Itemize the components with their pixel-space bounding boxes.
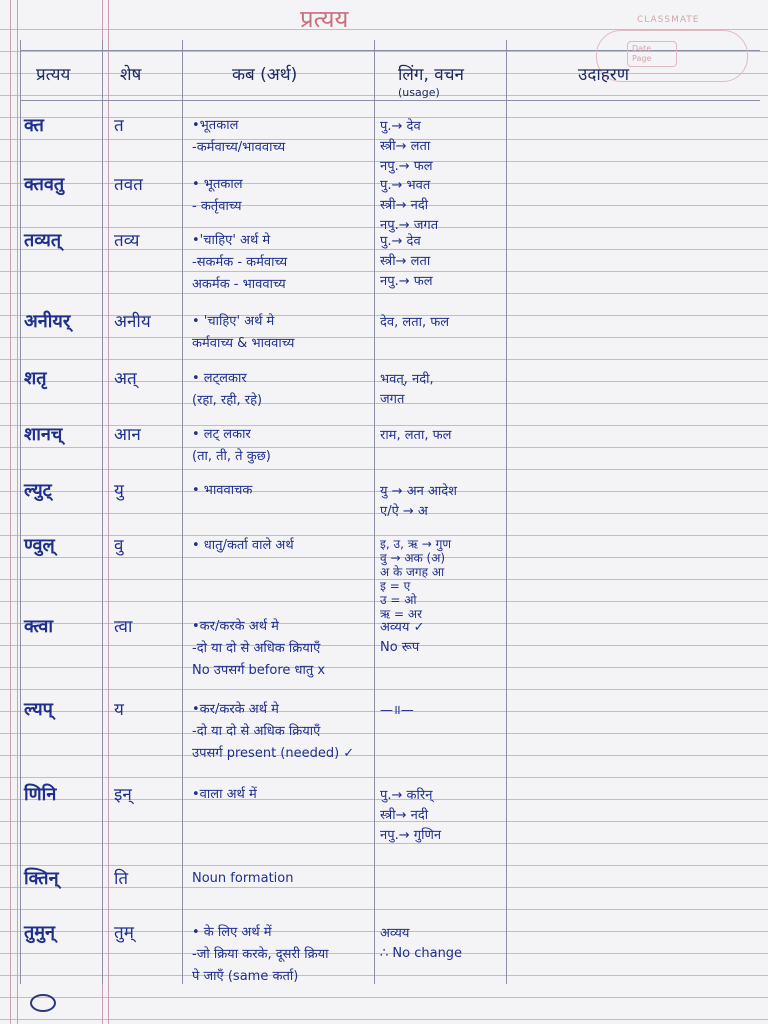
row-artha [192, 230, 374, 296]
row-shesh: यु [114, 481, 124, 501]
row-ling [380, 426, 506, 446]
row-ling [380, 176, 506, 236]
artha-line: - कर्तृवाच्य [192, 199, 242, 214]
artha-line: उपसर्ग present (needed) ✓ [192, 746, 355, 761]
ling-line: भवत्, नदी, [380, 372, 434, 387]
row-ling [380, 701, 506, 721]
margin-line [17, 0, 18, 1024]
table-column-line [182, 40, 183, 984]
ling-line: इ, उ, ऋ → गुण [380, 537, 452, 551]
artha-line: • लट् लकार [192, 427, 251, 442]
row-ling [380, 370, 506, 410]
header-ling: लिंग, वचन [398, 65, 464, 85]
row-artha [192, 311, 374, 355]
row-pratyay: तव्यत् [24, 230, 62, 251]
row-pratyay: शानच् [24, 424, 63, 445]
row-shesh: ति [114, 869, 129, 889]
header-rule [20, 100, 760, 101]
row-pratyay: क्तवतु [24, 174, 65, 195]
ling-line: नपु.→ फल [380, 159, 433, 174]
ling-line: स्त्री→ लता [380, 254, 431, 269]
artha-line: • भूतकाल [192, 177, 243, 192]
ling-line: देव, लता, फल [380, 315, 450, 330]
ling-line: नपु.→ गुणिन [380, 828, 442, 843]
ling-line: स्त्री→ लता [380, 139, 431, 154]
row-shesh: त [114, 116, 124, 136]
header-ling-sub: (usage) [398, 86, 440, 99]
ling-line: यु → अन आदेश [380, 484, 458, 499]
row-artha [192, 174, 374, 218]
ling-line: अव्यय [380, 926, 410, 941]
margin-line [108, 0, 109, 1024]
artha-line: •वाला अर्थ में [192, 787, 257, 802]
artha-line: कर्मवाच्य & भाववाच्य [192, 336, 295, 351]
row-artha [192, 368, 374, 412]
row-artha [192, 424, 374, 468]
row-ling [380, 232, 506, 292]
table-column-line [102, 40, 103, 984]
ling-line: अव्यय ✓ [380, 620, 425, 635]
row-artha [192, 115, 374, 159]
row-shesh: अत् [114, 369, 137, 389]
row-pratyay: शतृ [24, 368, 47, 389]
ling-line: इ = ए [380, 579, 411, 593]
row-shesh: तुम् [114, 923, 134, 943]
artha-line: -सकर्मक - कर्मवाच्य [192, 255, 288, 270]
header-udaharan: उदाहरण [578, 65, 630, 85]
margin-line [10, 0, 11, 1024]
date-page-box [627, 41, 677, 67]
row-artha [192, 868, 374, 890]
header-kab: कब (अर्थ) [232, 65, 298, 85]
artha-line: •कर/करके अर्थ मे [192, 702, 279, 717]
artha-line: अकर्मक - भाववाच्य [192, 277, 286, 292]
row-ling [380, 482, 506, 522]
row-shesh: अनीय [114, 312, 151, 332]
ling-line: —॥— [380, 703, 414, 718]
row-ling [380, 117, 506, 177]
page-number-circle-icon [30, 994, 56, 1012]
artha-line: -दो या दो से अधिक क्रियाएँ [192, 724, 321, 739]
artha-line: • लट्लकार [192, 371, 247, 386]
artha-line: No उपसर्ग before धातु x [192, 663, 326, 678]
ling-line: उ = ओ [380, 593, 417, 607]
table-column-line [20, 40, 21, 984]
row-ling [380, 924, 506, 964]
row-artha [192, 616, 374, 682]
artha-line: (ता, ती, ते कुछ) [192, 449, 271, 464]
row-pratyay: ल्यप् [24, 699, 53, 720]
ling-line: अ के जगह आ [380, 565, 445, 579]
row-ling [380, 313, 506, 333]
row-pratyay: ण्वुल् [24, 535, 55, 556]
ling-line: ∴ No change [380, 946, 463, 961]
ling-line: पु.→ देव [380, 119, 421, 134]
ling-line: पु.→ करिन् [380, 788, 433, 803]
page-label: Page [632, 54, 652, 63]
row-artha [192, 922, 374, 988]
ling-line: पु.→ देव [380, 234, 421, 249]
artha-line: Noun formation [192, 871, 294, 886]
artha-line: • के लिए अर्थ में [192, 925, 272, 940]
artha-line: • भाववाचक [192, 483, 253, 498]
artha-line: •कर/करके अर्थ मे [192, 619, 279, 634]
row-shesh: वु [114, 536, 124, 556]
artha-line: • धातु/कर्ता वाले अर्थ [192, 538, 294, 553]
page-title: प्रत्यय [300, 5, 349, 33]
artha-line: •'चाहिए' अर्थ मे [192, 233, 271, 248]
ling-line: नपु.→ फल [380, 274, 433, 289]
row-shesh: य [114, 700, 124, 720]
row-pratyay: क्त [24, 115, 44, 136]
table-column-line [374, 40, 375, 984]
ling-line: वु → अक (अ) [380, 551, 446, 565]
header-shesh: शेष [120, 65, 142, 85]
artha-line: (रहा, रही, रहे) [192, 393, 263, 408]
row-pratyay: क्त्वा [24, 616, 54, 637]
row-pratyay: ल्युट् [24, 480, 52, 501]
row-ling [380, 786, 506, 846]
ling-line: स्त्री→ नदी [380, 198, 429, 213]
row-shesh: तवत [114, 175, 143, 195]
row-ling [380, 618, 506, 658]
header-pratyay: प्रत्यय [36, 65, 71, 85]
artha-line: -जो क्रिया करके, दूसरी क्रिया [192, 947, 329, 962]
artha-line: •भूतकाल [192, 118, 239, 133]
artha-line: • 'चाहिए' अर्थ मे [192, 314, 275, 329]
ling-line: जगत [380, 392, 405, 407]
table-column-line [506, 40, 507, 984]
ling-line: No रूप [380, 640, 420, 655]
ling-line: ए/ऐ → अ [380, 504, 428, 519]
row-artha [192, 480, 374, 502]
row-pratyay: क्तिन् [24, 868, 59, 889]
row-shesh: इन् [114, 785, 132, 805]
row-shesh: तव्य [114, 231, 140, 251]
artha-line: पे जाएँ (same कर्ता) [192, 969, 299, 984]
row-shesh: आन [114, 425, 141, 445]
row-pratyay: तुमुन् [24, 922, 56, 943]
row-artha [192, 699, 374, 765]
ling-line: राम, लता, फल [380, 428, 452, 443]
ling-line: स्त्री→ नदी [380, 808, 429, 823]
ling-line: नपु.→ जगत [380, 218, 439, 233]
row-artha [192, 535, 374, 557]
date-label: Date [632, 44, 652, 53]
row-artha [192, 784, 374, 806]
row-pratyay: अनीयर् [24, 311, 71, 332]
artha-line: -दो या दो से अधिक क्रियाएँ [192, 641, 321, 656]
row-ling [380, 537, 506, 621]
row-shesh: त्वा [114, 617, 133, 637]
ling-line: पु.→ भवत [380, 178, 431, 193]
row-pratyay: णिनि [24, 784, 57, 805]
ling-line: ऋ = अर [380, 607, 422, 621]
artha-line: -कर्मवाच्य/भाववाच्य [192, 140, 286, 155]
brand-name: CLASSMATE [637, 15, 700, 25]
